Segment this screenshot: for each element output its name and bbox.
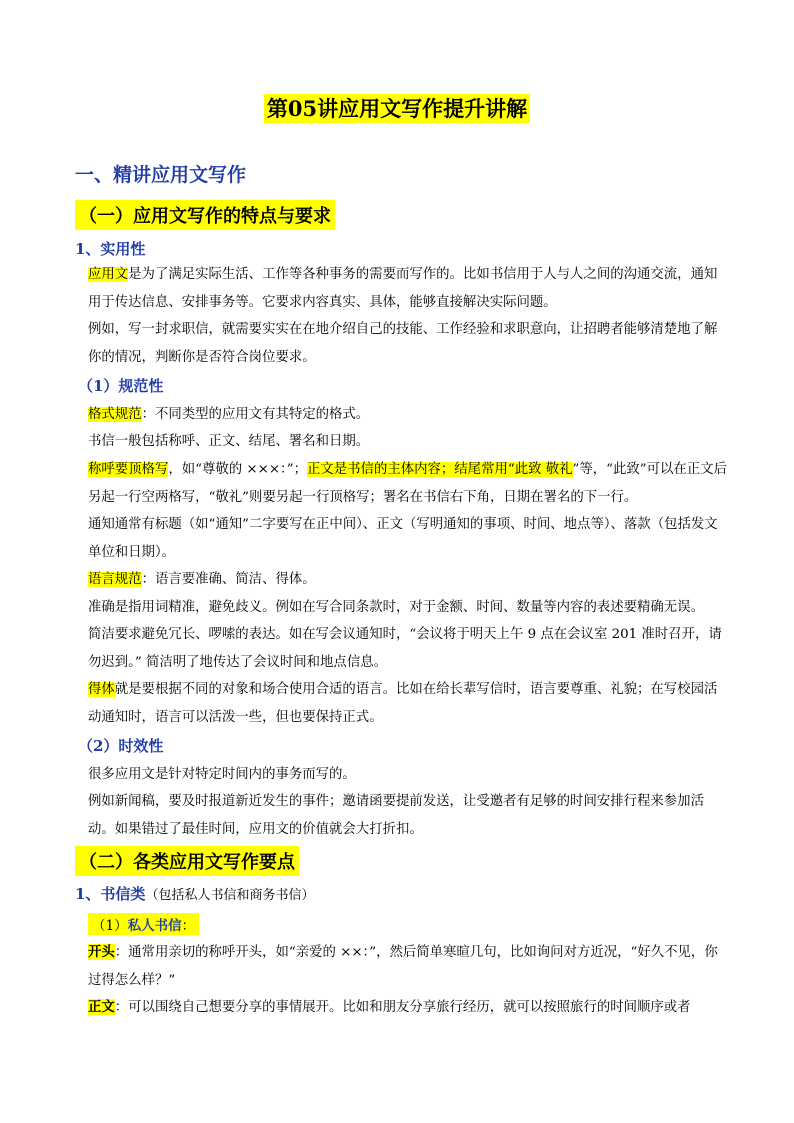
label-personal-letter: （1）私人书信： — [88, 913, 199, 935]
paragraph-timeliness: 很多应用文是针对特定时间内的事务而写的。 — [88, 767, 356, 782]
highlight-term: 语言规范 — [88, 572, 142, 587]
highlight-term: 正文 — [88, 999, 115, 1015]
heading-letters: 1、书信类（包括私人书信和商务书信） — [75, 885, 315, 903]
paragraph-opening: 开头：通常用亲切的称呼开头，如“亲爱的 ××：”，然后简单寒暄几句，比如询问对方近况，“好久不见，你过得怎么样？” — [88, 944, 718, 988]
heading-note: （包括私人书信和商务书信） — [145, 888, 315, 903]
subsection-heading-1: （一）应用文写作的特点与要求 — [75, 200, 335, 230]
paragraph-definition: 应用文是为了满足实际生活、工作等各种事务的需要而写作的。比如书信用于人与人之间的沟通交流，通知用于传达信息、安排事务等。它要求内容真实、具体，能够直接解决实际问题。 — [88, 267, 718, 310]
highlight-term: 正文是书信的主体内容；结尾常用“此致 敬礼 — [307, 462, 573, 477]
highlight-term: 应用文 — [88, 267, 129, 282]
highlight-term: 得体 — [88, 682, 115, 697]
paragraph-letter-parts: 书信一般包括称呼、正文、结尾、署名和日期。 — [88, 434, 370, 449]
heading-practicality: 1、实用性 — [75, 240, 146, 258]
highlight-term: 称呼要顶格写 — [88, 462, 169, 477]
paragraph-letter-format: 称呼要顶格写，如“尊敬的 ×××：”；正文是书信的主体内容；结尾常用“此致 敬礼”等，“此致”可以在正文后另起一行空两格写，“敬礼”则要另起一行顶格写；署名在书信右下角，日期在署名的下一行。 — [88, 462, 727, 505]
paragraph-appropriateness: 得体就是要根据不同的对象和场合使用合适的语言。比如在给长辈写信时，语言要尊重、礼貌；在写校园活动通知时，语言可以活泼一些，但也要保持正式。 — [88, 682, 718, 725]
paragraph-timeliness-example: 例如新闻稿，要及时报道新近发生的事件；邀请函要提前发送，让受邀者有足够的时间安排行程来参加活动。如果错过了最佳时间，应用文的价值就会大打折扣。 — [88, 794, 704, 837]
paragraph-accuracy: 准确是指用词精准，避免歧义。例如在写合同条款时，对于金额、时间、数量等内容的表述要精确无误。 — [88, 600, 704, 615]
paragraph-language-standard: 语言规范：语言要准确、简洁、得体。 — [88, 572, 316, 587]
highlight-term: 开头 — [88, 944, 115, 960]
paragraph-example-cover-letter: 例如，写一封求职信，就需要实实在在地介绍自己的技能、工作经验和求职意向，让招聘者能够清楚地了解你的情况，判断你是否符合岗位要求。 — [88, 322, 718, 365]
section-heading-1: 一、精讲应用文写作 — [75, 164, 247, 186]
paragraph-conciseness: 简洁要求避免冗长、啰嗦的表达。如在写会议通知时，“会议将于明天上午 9 点在会议室 201 准时召开，请勿迟到。” 简洁明了地传达了会议时间和地点信息。 — [88, 627, 722, 670]
highlight-term: 格式规范 — [88, 407, 142, 422]
paragraph-body: 正文：可以围绕自己想要分享的事情展开。比如和朋友分享旅行经历，就可以按照旅行的时间顺序或者 — [88, 999, 691, 1015]
subsection-heading-2: （二）各类应用文写作要点 — [75, 846, 299, 876]
heading-timeliness: （2）时效性 — [78, 737, 164, 755]
page-title: 第05讲应用文写作提升讲解 — [0, 93, 794, 123]
paragraph-format-standard: 格式规范：不同类型的应用文有其特定的格式。 — [88, 407, 370, 422]
heading-standardization: （1）规范性 — [78, 377, 164, 395]
paragraph-notice-format: 通知通常有标题（如“通知”二字要写在正中间）、正文（写明通知的事项、时间、地点等）、落款（包括发文单位和日期）。 — [88, 517, 718, 560]
